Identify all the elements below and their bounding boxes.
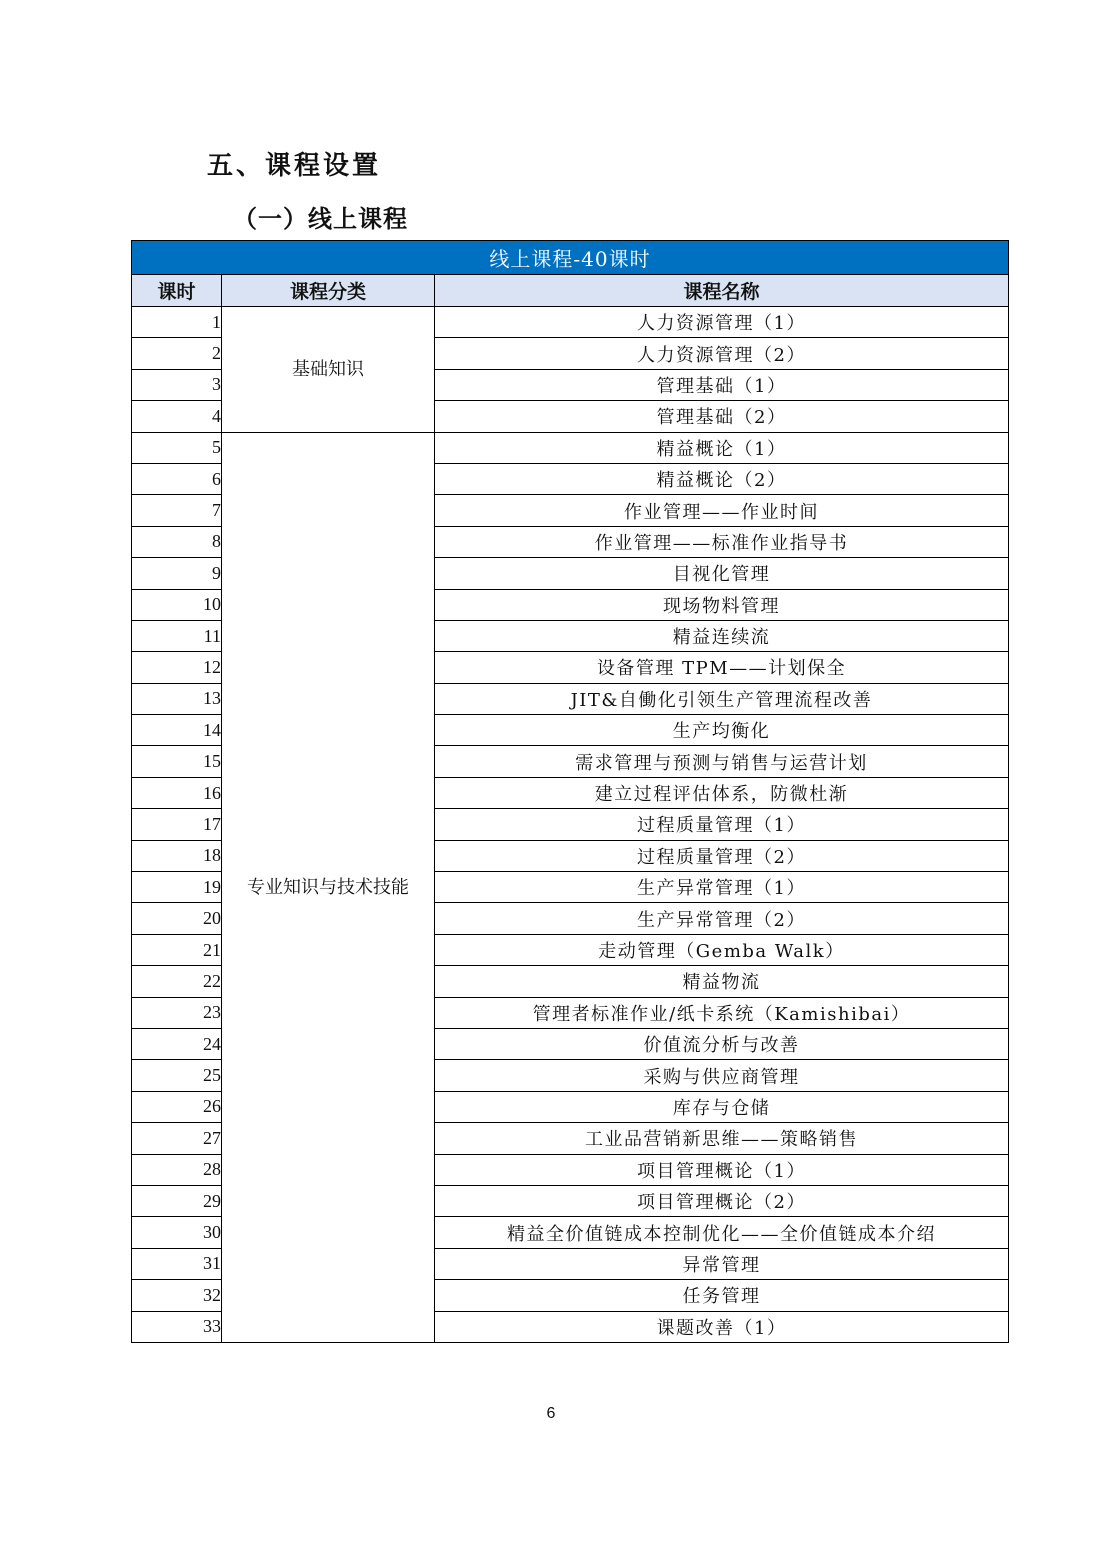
category-cell [222, 307, 435, 433]
course-name: 生产均衡化 [435, 715, 1009, 746]
course-name: 精益概论（1） [435, 432, 1009, 463]
course-name: 设备管理 TPM——计划保全 [435, 652, 1009, 683]
lesson-number: 22 [132, 966, 222, 997]
lesson-number: 33 [132, 1311, 222, 1342]
course-name: 作业管理——标准作业指导书 [435, 526, 1009, 557]
header-name: 课程名称 [435, 275, 1009, 307]
lesson-number: 8 [132, 526, 222, 557]
lesson-number: 9 [132, 558, 222, 589]
section-title: 五、课程设置 [207, 151, 382, 181]
lesson-number: 3 [132, 369, 222, 400]
course-name: 作业管理——作业时间 [435, 495, 1009, 526]
course-name: 精益连续流 [435, 620, 1009, 651]
table-title-row [132, 241, 1009, 275]
lesson-number: 5 [132, 432, 222, 463]
lesson-number: 27 [132, 1123, 222, 1154]
category-cell [222, 432, 435, 1342]
lesson-number: 20 [132, 903, 222, 934]
lesson-number: 10 [132, 589, 222, 620]
lesson-number: 31 [132, 1248, 222, 1279]
header-category: 课程分类 [222, 275, 435, 307]
lesson-number: 21 [132, 934, 222, 965]
lesson-number: 18 [132, 840, 222, 871]
course-name: 人力资源管理（1） [435, 307, 1009, 338]
lesson-number: 4 [132, 401, 222, 432]
table-row [132, 307, 1009, 338]
course-name: 项目管理概论（2） [435, 1185, 1009, 1216]
course-name: 现场物料管理 [435, 589, 1009, 620]
course-name: 过程质量管理（1） [435, 809, 1009, 840]
lesson-number: 25 [132, 1060, 222, 1091]
lesson-number: 23 [132, 997, 222, 1028]
page-number: 6 [546, 1405, 556, 1422]
lesson-number: 2 [132, 338, 222, 369]
course-name: 目视化管理 [435, 558, 1009, 589]
lesson-number: 16 [132, 777, 222, 808]
course-name: 管理基础（2） [435, 401, 1009, 432]
lesson-number: 17 [132, 809, 222, 840]
lesson-number: 28 [132, 1154, 222, 1185]
table-body [132, 307, 1009, 1343]
lesson-number: 30 [132, 1217, 222, 1248]
lesson-number: 19 [132, 872, 222, 903]
table-row [132, 432, 1009, 463]
table-title: 线上课程-40课时 [132, 241, 1009, 275]
course-name: 生产异常管理（1） [435, 872, 1009, 903]
lesson-number: 14 [132, 715, 222, 746]
course-name: 需求管理与预测与销售与运营计划 [435, 746, 1009, 777]
course-name: 过程质量管理（2） [435, 840, 1009, 871]
course-name: 精益物流 [435, 966, 1009, 997]
course-name: 管理基础（1） [435, 369, 1009, 400]
category-label: 专业知识与技术技能 [247, 876, 409, 898]
course-name: 采购与供应商管理 [435, 1060, 1009, 1091]
lesson-number: 6 [132, 463, 222, 494]
course-name: 人力资源管理（2） [435, 338, 1009, 369]
course-name: 生产异常管理（2） [435, 903, 1009, 934]
course-name: 精益概论（2） [435, 463, 1009, 494]
subsection-title: （一）线上课程 [233, 204, 408, 233]
lesson-number: 12 [132, 652, 222, 683]
course-name: 任务管理 [435, 1280, 1009, 1311]
lesson-number: 13 [132, 683, 222, 714]
lesson-number: 29 [132, 1185, 222, 1216]
course-name: 库存与仓储 [435, 1091, 1009, 1122]
lesson-number: 11 [132, 620, 222, 651]
lesson-number: 24 [132, 1028, 222, 1059]
course-name: 精益全价值链成本控制优化——全价值链成本介绍 [435, 1217, 1009, 1248]
course-name: 项目管理概论（1） [435, 1154, 1009, 1185]
course-name: 建立过程评估体系，防微杜渐 [435, 777, 1009, 808]
lesson-number: 26 [132, 1091, 222, 1122]
course-name: 走动管理（Gemba Walk） [435, 934, 1009, 965]
course-name: 异常管理 [435, 1248, 1009, 1279]
lesson-number: 1 [132, 307, 222, 338]
course-name: 价值流分析与改善 [435, 1028, 1009, 1059]
course-table [131, 240, 1009, 1343]
category-label: 基础知识 [292, 358, 364, 380]
lesson-number: 15 [132, 746, 222, 777]
table-header-row [132, 275, 1009, 307]
lesson-number: 7 [132, 495, 222, 526]
lesson-number: 32 [132, 1280, 222, 1311]
course-name: 工业品营销新思维——策略销售 [435, 1123, 1009, 1154]
header-hours: 课时 [132, 275, 222, 307]
course-name: 课题改善（1） [435, 1311, 1009, 1342]
course-name: 管理者标准作业/纸卡系统（Kamishibai） [435, 997, 1009, 1028]
course-name: JIT&自働化引领生产管理流程改善 [435, 683, 1009, 714]
